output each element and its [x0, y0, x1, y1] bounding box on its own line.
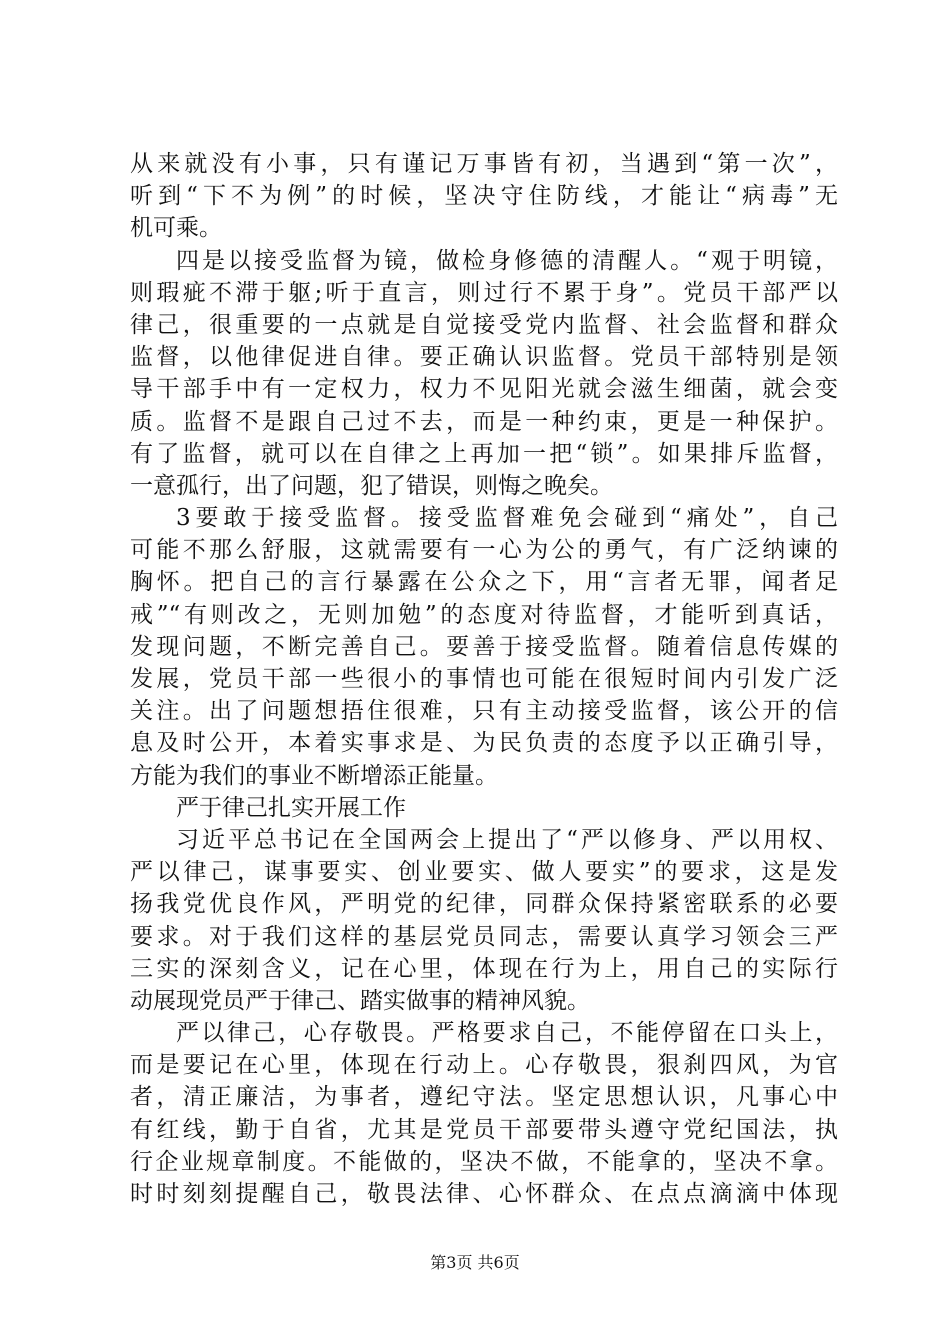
text-line: 监督，以他律促进自律。要正确认识监督。党员干部特别是领 — [130, 344, 838, 371]
text-line: 胸怀。把自己的言行暴露在公众之下，用“言者无罪，闻者足 — [130, 569, 838, 596]
text-line: 质。监督不是跟自己过不去，而是一种约束，更是一种保护。 — [130, 408, 838, 435]
text-line: 听到“下不为例”的时候，坚决守住防线，才能让“病毒”无 — [130, 183, 838, 210]
text-line: 机可乘。 — [130, 215, 222, 242]
text-line: 四是以接受监督为镜，做检身修德的清醒人。“观于明镜， — [176, 247, 838, 274]
text-line: 有了监督，就可以在自律之上再加一把“锁”。如果排斥监督， — [130, 440, 838, 467]
text-line: 有红线，勤于自省，尤其是党员干部要带头遵守党纪国法，执 — [130, 1116, 838, 1143]
text-line: 发现问题，不断完善自己。要善于接受监督。随着信息传媒的 — [130, 633, 838, 660]
text-line: 扬我党优良作风，严明党的纪律，同群众保持紧密联系的必要 — [130, 891, 838, 918]
text-line: 律己，很重要的一点就是自觉接受党内监督、社会监督和群众 — [130, 311, 838, 338]
text-line: 时时刻刻提醒自己，敬畏法律、心怀群众、在点点滴滴中体现 — [130, 1181, 838, 1207]
text-line: 而是要记在心里，体现在行动上。心存敬畏，狠刹四风，为官 — [130, 1052, 838, 1079]
text-line: 要求。对于我们这样的基层党员同志，需要认真学习领会三严 — [130, 923, 838, 950]
text-line: 可能不那么舒服，这就需要有一心为公的勇气，有广泛纳谏的 — [130, 537, 838, 564]
text-line: 则瑕疵不滞于躯;听于直言，则过行不累于身”。党员干部严以 — [130, 279, 838, 306]
document-body — [130, 148, 838, 1210]
text-line: 动展现党员严于律己、踏实做事的精神风貌。 — [130, 987, 590, 1014]
text-line: 戒”“有则改之，无则加勉”的态度对待监督，才能听到真话， — [130, 601, 838, 628]
text-line: 3要敢于接受监督。接受监督难免会碰到“痛处”，自己 — [176, 505, 838, 532]
text-line: 发展，党员干部一些很小的事情也可能在很短时间内引发广泛 — [130, 666, 838, 692]
text-line: 者，清正廉洁，为事者，遵纪守法。坚定思想认识，凡事心中 — [130, 1084, 838, 1111]
text-line: 一意孤行，出了问题，犯了错误，则悔之晚矣。 — [130, 472, 613, 499]
text-line: 行企业规章制度。不能做的，坚决不做，不能拿的，坚决不拿。 — [130, 1148, 838, 1175]
text-line: 从来就没有小事，只有谨记万事皆有初，当遇到“第一次”， — [130, 151, 838, 177]
text-line: 严以律己，心存敬畏。严格要求自己，不能停留在口头上， — [176, 1020, 838, 1047]
text-line: 习近平总书记在全国两会上提出了“严以修身、严以用权、 — [176, 826, 838, 853]
text-line: 关注。出了问题想捂住很难，只有主动接受监督，该公开的信 — [130, 698, 838, 725]
text-line: 息及时公开，本着实事求是、为民负责的态度予以正确引导， — [130, 730, 838, 757]
text-line: 方能为我们的事业不断增添正能量。 — [130, 762, 498, 789]
text-line: 导干部手中有一定权力，权力不见阳光就会滋生细菌，就会变 — [130, 376, 838, 403]
text-line: 三实的深刻含义，记在心里，体现在行为上，用自己的实际行 — [130, 955, 838, 982]
text-line: 严于律己扎实开展工作 — [176, 794, 406, 821]
page-footer: 第3页 共6页 — [430, 1253, 520, 1272]
text-line: 严以律己，谋事要实、创业要实、做人要实”的要求，这是发 — [130, 859, 838, 886]
